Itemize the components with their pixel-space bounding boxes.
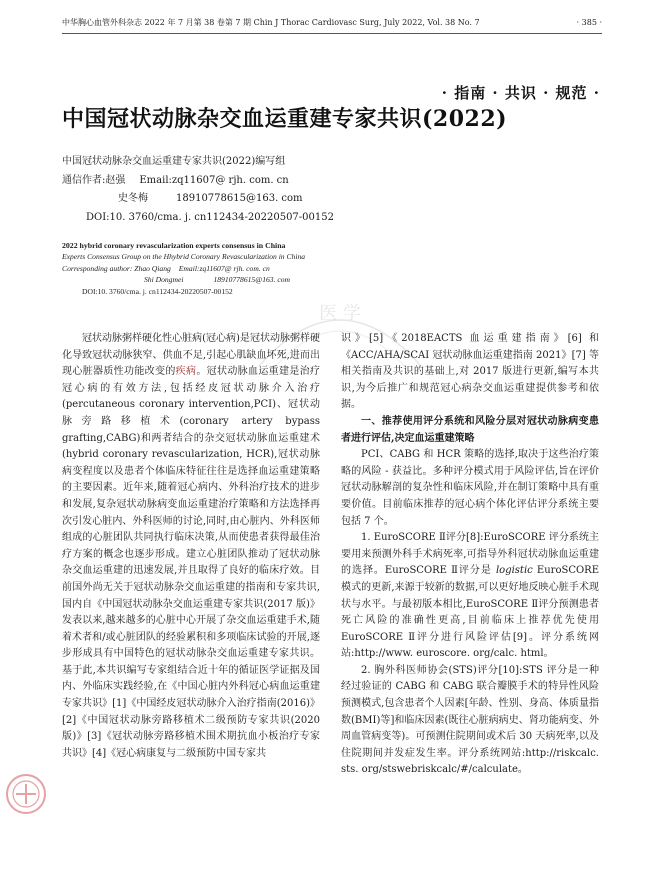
section-tag: · 指南 · 共识 · 规范 ·	[441, 84, 600, 102]
paragraph	[62, 331, 320, 762]
paragraph-text: EuroSCORE 模式的更新,来源于较新的数据,可以更好地反映心脏手术现状与水平。与最初版本相比,EuroSCORE Ⅱ评分预测患者死亡风险的准确性更高,目前临床上推荐优先使用 EuroSCORE Ⅱ评分进行风险评估[9]。评分系统网站:http://www. euroscore. org/calc. html。	[341, 565, 599, 660]
paragraph: 识》[5]《2018EACTS 血运重建指南》[6] 和《ACC/AHA/SCAI 冠状动脉血运重建指南 2021》[7] 等相关指南及共识的基础上,对 2017 版进行更新,编写本共识,为今后推广和规范冠心病杂交血运重建提供参考和依据。	[341, 333, 599, 411]
cn-corr2-name: 史冬梅	[118, 193, 148, 204]
cn-corr1-name: 赵强	[105, 174, 126, 186]
paragraph: PCI、CABG 和 HCR 策略的选择,取决于这些治疗策略的风险 - 获益比。多种评分模式用于风险评估,旨在评价冠状动脉解剖的复杂性和临床风险,并在制订策略中具有重要价值。目前临床推荐的冠心病个体化评估评分系统主要包括 7 个。	[341, 449, 599, 527]
en-corr-row-2	[62, 274, 362, 285]
en-title: 2022 hybrid coronary revascularization experts consensus in China	[62, 241, 286, 250]
cn-corr-row-1	[62, 172, 602, 191]
article-title: 中国冠状动脉杂交血运重建专家共识(2022)	[62, 106, 508, 132]
paragraph	[341, 530, 599, 663]
section-heading: 一、推荐使用评分系统和风险分层对冠状动脉病变患者进行评估,决定血运重建策略	[341, 415, 599, 444]
highlighted-term: 疾病	[175, 366, 197, 378]
cn-doi: DOI:10. 3760/cma. j. cn112434-20220507-00152	[86, 211, 334, 223]
paragraph-text: 。冠状动脉血运重建是治疗冠心病的有效方法,包括经皮冠状动脉介入治疗(percutaneous coronary intervention,PCI)、冠状动脉旁路移植术(coronary artery bypass grafting,CABG)和两者结合的杂交冠状动脉血运重建术(hybrid coronary revascularization, HCR),冠状动脉病变程度以及患者个体临床特征往往是选择血运重建策略的主要因素。近年来,随着冠心病内、外科治疗技术的进步和发展,复杂冠状动脉病变血运重建治疗策略和方法选择再次引发心脏内、外科医师的讨论,同时,由心脏内、外科医师组成的心脏团队共同执行临床决策,从而使患者获得最佳治疗方案的概念也逐步形成。建立心脏团队推动了冠状动脉杂交血运重建的迅速发展,并且取得了良好的临床疗效。目前国外尚无关于冠状动脉杂交血运重建的指南和专家共识,国内自《中国冠状动脉杂交血运重建专家共识(2017 版)》发表以来,越来越多的心脏中心开展了杂交血运重建手术,随着术者和/或心脏团队的经验累积和多项临床试验的开展,逐步形成具有中国特色的冠状动脉杂交血运重建专家共识。基于此,本共识编写专家组结合近十年的循证医学证据及国内、外临床实践经验,在《中国心脏内外科冠心病血运重建专家共识》[1]《中国经皮冠状动脉介入治疗指南(2016)》[2]《中国冠状动脉旁路移植术二级预防专家共识(2020版)》[3]《冠状动脉旁路移植术围术期抗血小板治疗专家共识》[4]《冠心病康复与二级预防中国专家共	[62, 366, 321, 759]
en-corr1: Zhao Qiang	[134, 263, 171, 273]
cn-corr1-email: Email:zq11607@ rjh. com. cn	[139, 174, 289, 186]
page-number: · 385 ·	[576, 18, 602, 27]
stamp-logo	[2, 772, 54, 816]
cn-corr2-phone: 18910778615@163. com	[176, 193, 303, 204]
en-doi: DOI:10. 3760/cma. j. cn112434-20220507-00152	[82, 286, 233, 296]
en-corr1-email: Email:zq11607@ rjh. com. cn	[178, 263, 270, 273]
cn-corr-label: 通信作者:	[62, 174, 106, 186]
body-column-right	[341, 331, 599, 779]
en-corr2-phone: 18910778615@163. com	[213, 275, 291, 285]
paragraph-text: 1. EuroSCORE Ⅱ评分[8]:EuroSCORE 评分系统主要用来预测外科手术病死率,可指导外科冠状动脉血运重建的选择。EuroSCORE Ⅱ评分是	[341, 532, 599, 577]
running-header	[62, 16, 602, 30]
en-group: Experts Consensus Group on the Hhybrid Coronary Revascularization in China	[62, 252, 306, 262]
en-corr-row-1	[62, 263, 362, 274]
cn-corr-row-2	[62, 190, 602, 209]
watermark-text: 医 学	[319, 303, 361, 324]
cn-group: 中国冠状动脉杂交血运重建专家共识(2022)编写组	[62, 156, 286, 167]
en-corr-label: Corresponding author:	[62, 263, 133, 273]
body-column-left	[62, 331, 320, 762]
cn-author-block	[62, 153, 602, 227]
header-rule	[62, 33, 602, 34]
paragraph: 2. 胸外科医师协会(STS)评分[10]:STS 评分是一种经过验证的 CABG 和 CABG 联合瓣膜手术的特异性风险预测模式,包含患者个人因素[年龄、性别、身高、体质量指数(BMI)等]和临床因素(既往心脏病病史、肾功能病变、外周血管病变等)。可预测住院期间或术后 30 天病死率,以及住院期间并发症发生率。评分系统网站:http://riskcalc. sts. org/stswebriskcalc/#/calculate。	[341, 664, 599, 776]
paragraph-text: 冠状动脉粥样硬化性心脏病(冠心病)是冠状动脉粥样硬化导致冠状动脉狭窄、供血不足,引起心肌缺血坏死,进而出现心脏器质性功能改变的	[62, 333, 320, 378]
en-corr2: Shi Dongmei	[144, 275, 184, 285]
journal-citation: 中华胸心血管外科杂志 2022 年 7 月第 38 卷第 7 期 Chin J Thorac Cardiovasc Surg, July 2022, Vol. 38 No. 7	[62, 18, 480, 27]
italic-term: logistic	[495, 565, 533, 577]
